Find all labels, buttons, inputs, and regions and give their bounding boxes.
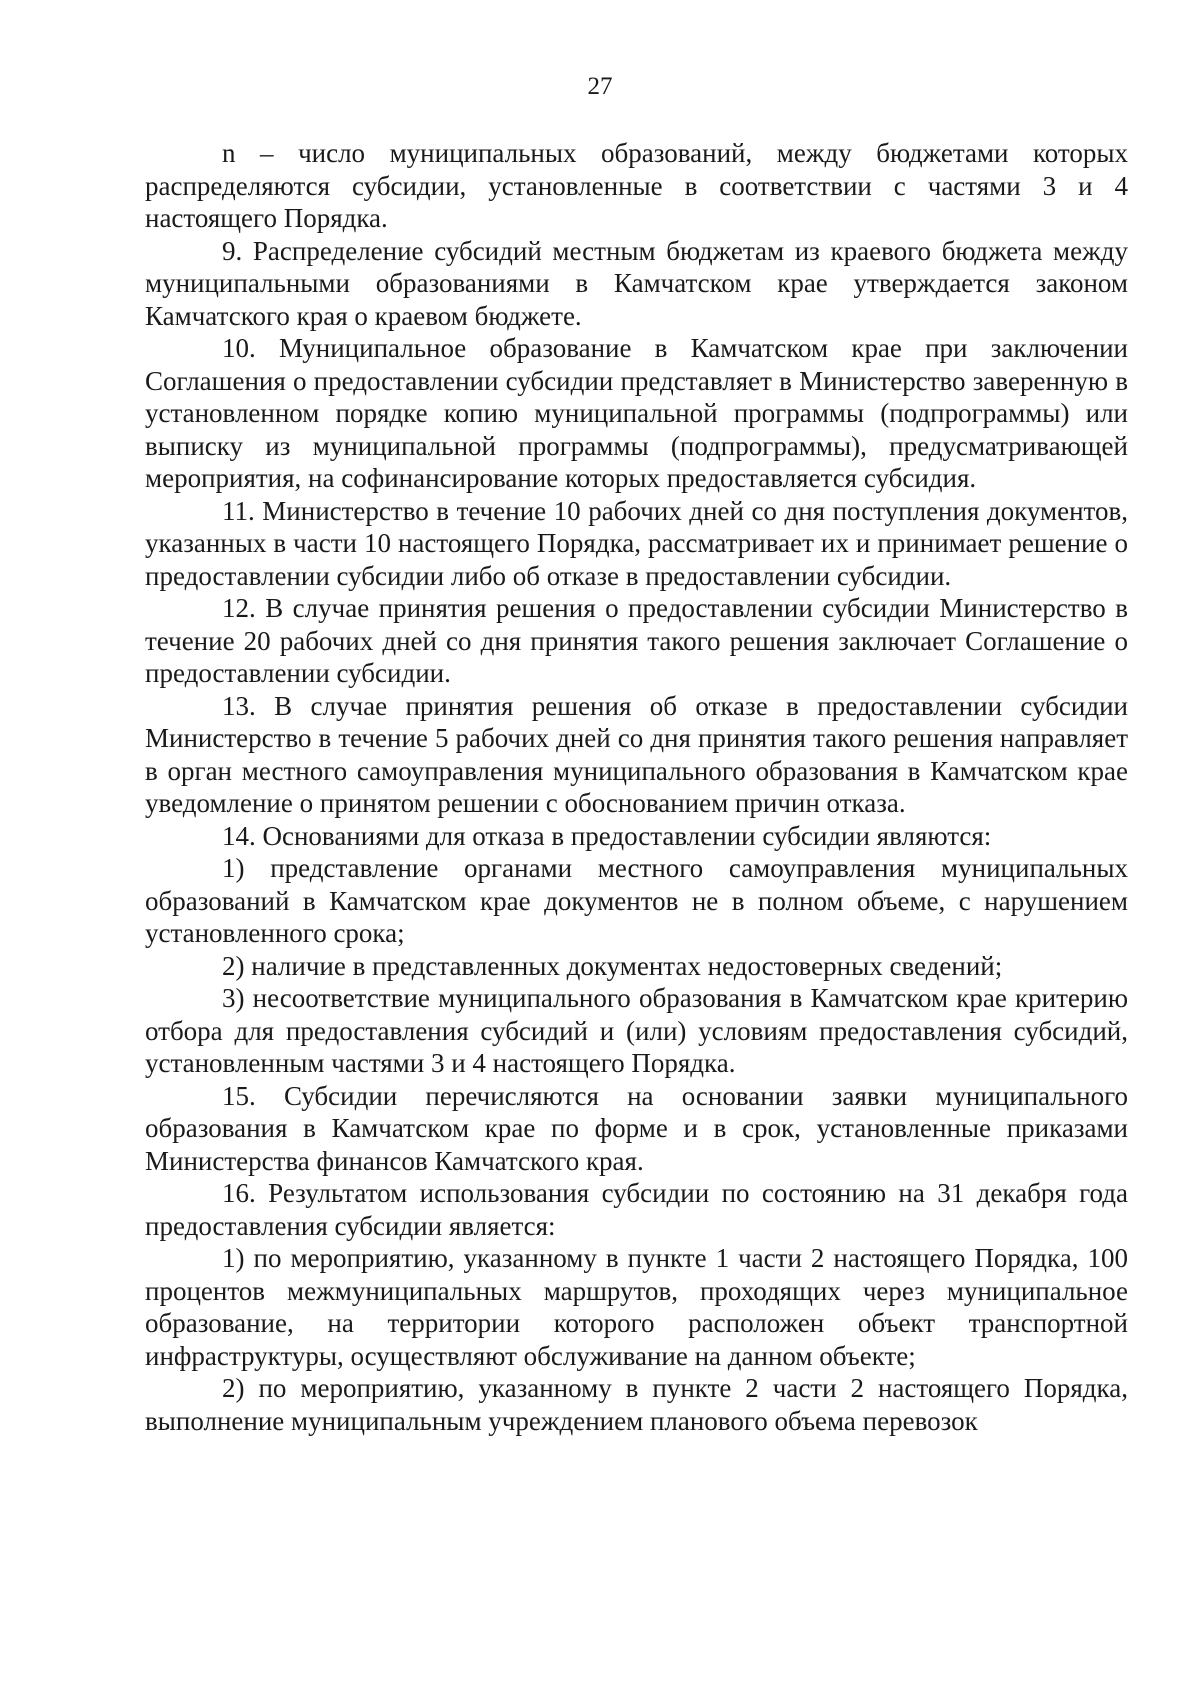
paragraph: 12. В случае принятия решения о предоставлении субсидии Министерство в течение 20 рабочих дней со дня принятия такого решения заключает Соглашение о предоставлении субсидии. bbox=[145, 593, 1128, 688]
page-number: 27 bbox=[587, 73, 613, 100]
paragraph: 11. Министерство в течение 10 рабочих дней со дня поступления документов, указанных в части 10 настоящего Порядка, рассматривает их и принимает решение о предоставлении субсидии либо об отказе в предоставлении субсидии. bbox=[145, 495, 1128, 591]
paragraph: 2) по мероприятию, указанному в пункте 2 части 2 настоящего Порядка, выполнение муниципальным учреждением планового объема перевозок bbox=[145, 1373, 1128, 1436]
paragraph: 10. Муниципальное образование в Камчатском крае при заключении Соглашения о предоставлении субсидии представляет в Министерство заверенную в установленном порядке копию муниципальной программы (подпрограммы) или выписку из муниципальной программы (подпрограммы), предусматривающей мероприятия, на софинансирование которых предоставляется субсидия. bbox=[145, 333, 1128, 493]
paragraph: 9. Распределение субсидий местным бюджетам из краевого бюджета между муниципальными образованиями в Камчатском крае утверждается законом Камчатского края о краевом бюджете. bbox=[145, 235, 1128, 331]
paragraph: n – число муниципальных образований, между бюджетами которых распределяются субсидии, установленные в соответствии с частями 3 и 4 настоящего Порядка. bbox=[145, 138, 1128, 233]
paragraph: 14. Основаниями для отказа в предоставлении субсидии являются: bbox=[222, 820, 992, 851]
paragraph: 13. В случае принятия решения об отказе в предоставлении субсидии Министерство в течение 5 рабочих дней со дня принятия такого решения направляет в орган местного самоуправления муниципального образования в Камчатском крае уведомление о принятом решении с обоснованием причин отказа. bbox=[145, 690, 1128, 818]
paragraph: 16. Результатом использования субсидии по состоянию на 31 декабря года предоставления субсидии является: bbox=[145, 1178, 1128, 1241]
paragraph: 1) представление органами местного самоуправления муниципальных образований в Камчатском крае документов не в полном объеме, с нарушением установленного срока; bbox=[145, 853, 1128, 948]
paragraph: 3) несоответствие муниципального образования в Камчатском крае критерию отбора для предоставления субсидий и (или) условиям предоставления субсидий, установленным частями 3 и 4 настоящего Порядка. bbox=[145, 983, 1128, 1078]
paragraph: 15. Субсидии перечисляются на основании заявки муниципального образования в Камчатском крае по форме и в срок, установленные приказами Министерства финансов Камчатского края. bbox=[145, 1080, 1128, 1176]
paragraph: 2) наличие в представленных документах недостоверных сведений; bbox=[222, 950, 1003, 981]
document-body bbox=[145, 137, 1128, 1437]
paragraph: 1) по мероприятию, указанному в пункте 1 части 2 настоящего Порядка, 100 процентов межмуниципальных маршрутов, проходящих через муниципальное образование, на территории которого расположен объект транспортной инфраструктуры, осуществляют обслуживание на данном объекте; bbox=[145, 1243, 1128, 1371]
